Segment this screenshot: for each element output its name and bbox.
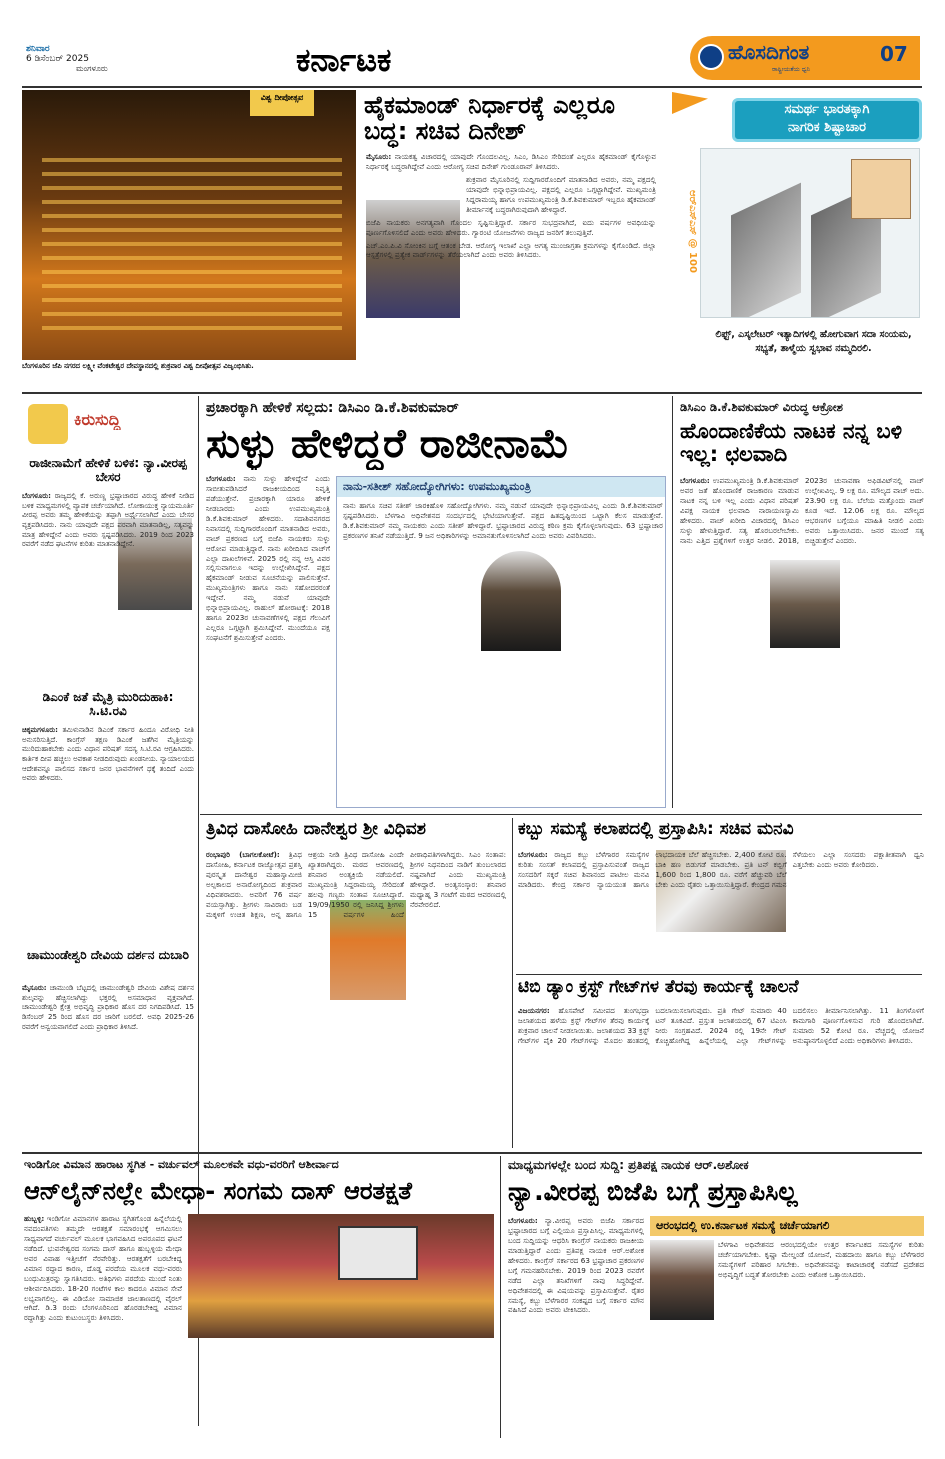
story2-box-body: ನಾನು ಹಾಗೂ ಸಚಿವ ಸತೀಶ್ ಜಾರಕಿಹೊಳಿ ಸಹೋದ್ಯೋಗಿಗಳು. ನಮ್ಮ ನಡುವೆ ಯಾವುದೇ ಭಿನ್ನಾಭಿಪ್ರಾಯವಿಲ್ಲ ಎಂದು ಡಿ.ಕೆ.ಶಿವಕುಮಾರ್ ಸ್ಪಷ್ಟಪಡಿಸಿದರು. ಬೆಳಗಾವಿ ಅಧಿವೇಶನದ ಸಂದರ್ಭದಲ್ಲಿ ಭೇಟಿಯಾಗುತ್ತೇವೆ. ಪಕ್ಷದ ಹಿತದೃಷ್ಟಿಯಿಂದ ಒಟ್ಟಾಗಿ ಕೆಲಸ ಮಾಡುತ್ತೇವೆ. ಡಿ.ಕೆ.ಶಿವಕುಮಾರ್ ನಮ್ಮ ನಾಯಕರು ಎಂದು ಸತೀಶ್ ಹೇಳಿದ್ದಾರೆ. ಭ್ರಷ್ಟಾಚಾರದ ವಿರುದ್ಧ ಕಠಿಣ ಕ್ರಮ ಕೈಗೊಳ್ಳಲಾಗುವುದು. 63 ಭ್ರಷ್ಟಾಚಾರ ಪ್ರಕರಣಗಳ ತನಿಖೆ ನಡೆಯುತ್ತಿದೆ. 9 ಜನ ಅಧಿಕಾರಿಗಳನ್ನು ಅಮಾನತುಗೊಳಿಸಲಾಗಿದೆ ಎಂದು ಅವರು ವಿವರಿಸಿದರು. (343, 501, 663, 540)
story1-dateline: ಮೈಸೂರು: (366, 152, 392, 161)
reg-mark-left (94, 1444, 134, 1452)
kiru-item2-body: ಚಿಕ್ಕಮಗಳೂರು: ತಮಿಳುನಾಡಿನ ಡಿಎಂಕೆ ಸರ್ಕಾರ ಹಿಂದೂ ವಿರೋಧಿ ನೀತಿ ಅನುಸರಿಸುತ್ತಿದೆ. ಕಾಂಗ್ರೆಸ್ ತಕ್ಷಣ ಡಿಎಂಕೆ ಜತೆಗಿನ ಮೈತ್ರಿಯನ್ನು ಮುರಿದುಹಾಕಬೇಕು ಎಂದು ವಿಧಾನ ಪರಿಷತ್ ಸದಸ್ಯ ಸಿ.ಟಿ.ರವಿ ಆಗ್ರಹಿಸಿದರು. ಕಾರ್ತಿಕ ದೀಪ ಹಚ್ಚಲು ಅವಕಾಶ ನೀಡದಿರುವುದು ಖಂಡನೀಯ. ನ್ಯಾಯಾಲಯದ ಆದೇಶವನ್ನೂ ಪಾಲಿಸದ ಸರ್ಕಾರ ಜನರ ಭಾವನೆಗಳಿಗೆ ಧಕ್ಕೆ ತಂದಿದೆ ಎಂದು ಅವರು ಹೇಳಿದರು. (22, 726, 194, 783)
lift-icon (851, 159, 911, 219)
ad-box (666, 88, 928, 388)
row3-rule (22, 1152, 922, 1154)
story1-body: ಮೈಸೂರು: ನಾಯಕತ್ವ ವಿಚಾರದಲ್ಲಿ ಯಾವುದೇ ಗೊಂದಲವಿಲ್ಲ. ಸಿಎಂ, ಡಿಸಿಎಂ ಸೇರಿದಂತೆ ಎಲ್ಲರೂ ಹೈಕಮಾಂಡ್ ಕೈಗೊಳ್ಳುವ ನಿರ್ಧಾರಕ್ಕೆ ಬದ್ಧರಾಗಿದ್ದೇವೆ ಎಂದು ಆರೋಗ್ಯ ಸಚಿವ ದಿನೇಶ್ ಗುಂಡೂರಾವ್ ತಿಳಿಸಿದರು. ಶುಕ್ರವಾರ ಮೈಸೂರಿನಲ್ಲಿ ಸುದ್ದಿಗಾರರೊಂದಿಗೆ ಮಾತನಾಡಿದ ಅವರು, ನಮ್ಮ ಪಕ್ಷದಲ್ಲಿ ಯಾವುದೇ ಭಿನ್ನಾಭಿಪ್ರಾಯವಿಲ್ಲ. ಪಕ್ಷದಲ್ಲಿ ಎಲ್ಲರೂ ಒಗ್ಗಟ್ಟಾಗಿದ್ದೇವೆ. ಮುಖ್ಯಮಂತ್ರಿ ಸಿದ್ದರಾಮಯ್ಯ ಹಾಗೂ ಉಪಮುಖ್ಯಮಂತ್ರಿ ಡಿ.ಕೆ.ಶಿವಕುಮಾರ್ ಇಬ್ಬರೂ ಹೈಕಮಾಂಡ್ ತೀರ್ಮಾನಕ್ಕೆ ಬದ್ಧರಾಗಿರುವುದಾಗಿ ಹೇಳಿದ್ದಾರೆ. ಬಿಜೆಪಿ ನಾಯಕರು ಅನಗತ್ಯವಾಗಿ ಗೊಂದಲ ಸೃಷ್ಟಿಸುತ್ತಿದ್ದಾರೆ. ಸರ್ಕಾರ ಸುಭದ್ರವಾಗಿದೆ, ಐದು ವರ್ಷಗಳ ಅವಧಿಯನ್ನು ಪೂರ್ಣಗೊಳಿಸಲಿದೆ ಎಂದು ಅವರು ಹೇಳಿದರು. ಗ್ಯಾರಂಟಿ ಯೋಜನೆಗಳು ರಾಜ್ಯದ ಜನರಿಗೆ ತಲುಪುತ್ತಿವೆ. ಎಚ್.ಎಂ.ಪಿ.ವಿ ಸೋಂಕಿನ ಬಗ್ಗೆ ಆತಂಕ ಬೇಡ. ಆರೋಗ್ಯ ಇಲಾಖೆ ಎಲ್ಲಾ ಅಗತ್ಯ ಮುಂಜಾಗ್ರತಾ ಕ್ರಮಗಳನ್ನು ಕೈಗೊಂಡಿದೆ. ಜಿಲ್ಲಾ ಆಸ್ಪತ್ರೆಗಳಲ್ಲಿ ಪ್ರತ್ಯೇಕ ವಾರ್ಡ್‌ಗಳನ್ನು ತೆರೆಯಲಾಗಿದೆ ಎಂದು ಅವರು ತಿಳಿಸಿದರು. (366, 152, 656, 260)
story7-headline: ಆನ್‌ಲೈನ್‌ನಲ್ಲೇ ಮೇಧಾ- ಸಂಗಮ ದಾಸ್ ಆರತಕ್ಷತೆ (24, 1178, 412, 1205)
kiru-item2-headline: ಡಿಎಂಕೆ ಜತೆ ಮೈತ್ರಿ ಮುರಿದುಹಾಕಿ: ಸಿ.ಟಿ.ರವಿ (42, 690, 174, 719)
hand-icon (28, 404, 68, 444)
story6-dateline: ವಿಜಯನಗರ: (518, 1006, 550, 1015)
story5-body: ಬೆಂಗಳೂರು: ರಾಜ್ಯದ ಕಬ್ಬು ಬೆಳೆಗಾರರ ಸಮಸ್ಯೆಗಳ ಕುರಿತು ಸಂಸತ್ ಕಲಾಪದಲ್ಲಿ ಪ್ರಸ್ತಾಪಿಸುವಂತೆ ರಾಜ್ಯದ ಸಂಸದರಿಗೆ ಸಕ್ಕರೆ ಸಚಿವ ಶಿವಾನಂದ ಪಾಟೀಲ ಮನವಿ ಮಾಡಿದರು. ಕೇಂದ್ರ ಸರ್ಕಾರ ನ್ಯಾಯಯುತ ಹಾಗೂ ಲಾಭದಾಯಕ ಬೆಲೆ ಹೆಚ್ಚಿಸಬೇಕು. 2,400 ಕೋಟಿ ರೂ. ಬಾಕಿ ಹಣ ಬಿಡುಗಡೆ ಮಾಡಬೇಕು. ಪ್ರತಿ ಟನ್ ಕಬ್ಬಿಗೆ 1,600 ರಿಂದ 1,800 ರೂ. ವರೆಗೆ ಹೆಚ್ಚುವರಿ ಬೆಲೆ ಬೇಕು ಎಂದು ರೈತರು ಒತ್ತಾಯಿಸುತ್ತಿದ್ದಾರೆ. ಕೇಂದ್ರದ ಗಮನ ಸೆಳೆಯಲು ಎಲ್ಲಾ ಸಂಸದರು ಪಕ್ಷಾತೀತವಾಗಿ ಧ್ವನಿ ಎತ್ತಬೇಕು ಎಂದು ಅವರು ಕೋರಿದರು. (518, 850, 924, 889)
brand-logo (690, 36, 920, 80)
ad-title-box (732, 98, 922, 142)
story6-body: ವಿಜಯನಗರ: ಹೊಸಪೇಟೆ ಸಮೀಪದ ತುಂಗಭದ್ರಾ ಜಲಾಶಯದ ಹಳೆಯ ಕ್ರಸ್ಟ್ ಗೇಟ್‌ಗಳ ತೆರವು ಕಾರ್ಯಕ್ಕೆ ಶುಕ್ರವಾರ ಚಾಲನೆ ನೀಡಲಾಯಿತು. ಜಲಾಶಯದ 33 ಕ್ರಸ್ಟ್ ಗೇಟ್‌ಗಳ ಪೈಕಿ 20 ಗೇಟ್‌ಗಳನ್ನು ಮೊದಲ ಹಂತದಲ್ಲಿ ಬದಲಾಯಿಸಲಾಗುವುದು. ಪ್ರತಿ ಗೇಟ್ ಸುಮಾರು 40 ಟನ್ ತೂಕವಿದೆ. ಪ್ರಸ್ತುತ ಜಲಾಶಯದಲ್ಲಿ 67 ಟಿಎಂಸಿ ನೀರು ಸಂಗ್ರಹವಿದೆ. 2024 ರಲ್ಲಿ 19ನೇ ಗೇಟ್ ಕೊಚ್ಚಿಹೋಗಿದ್ದ ಹಿನ್ನೆಲೆಯಲ್ಲಿ ಎಲ್ಲಾ ಗೇಟ್‌ಗಳನ್ನು ಬದಲಿಸಲು ತೀರ್ಮಾನಿಸಲಾಗಿತ್ತು. 11 ತಿಂಗಳೊಳಗೆ ಕಾಮಗಾರಿ ಪೂರ್ಣಗೊಳಿಸುವ ಗುರಿ ಹೊಂದಲಾಗಿದೆ. ಸುಮಾರು 52 ಕೋಟಿ ರೂ. ವೆಚ್ಚದಲ್ಲಿ ಯೋಜನೆ ಅನುಷ್ಠಾನಗೊಳ್ಳಲಿದೆ ಎಂದು ಅಧಿಕಾರಿಗಳು ತಿಳಿಸಿದರು. (518, 1006, 924, 1045)
story3-body: ಬೆಂಗಳೂರು: ಉಪಮುಖ್ಯಮಂತ್ರಿ ಡಿ.ಕೆ.ಶಿವಕುಮಾರ್ ಅವರ ಜತೆ ಹೊಂದಾಣಿಕೆ ರಾಜಕಾರಣ ಮಾಡುವ ನಾಟಕ ನನ್ನ ಬಳಿ ಇಲ್ಲ ಎಂದು ವಿಧಾನ ಪರಿಷತ್ ವಿಪಕ್ಷ ನಾಯಕ ಛಲವಾದಿ ನಾರಾಯಣಸ್ವಾಮಿ ಹೇಳಿದರು. ವಾಚ್ ಖರೀದಿ ವಿಚಾರದಲ್ಲಿ ಡಿಸಿಎಂ ಸುಳ್ಳು ಹೇಳುತ್ತಿದ್ದಾರೆ. ಸತ್ಯ ಹೊರಬರಲೇಬೇಕು. ನಾನು ಎತ್ತಿದ ಪ್ರಶ್ನೆಗಳಿಗೆ ಉತ್ತರ ನೀಡಲಿ. 2018, 2023ರ ಚುನಾವಣಾ ಅಫಿಡವಿಟ್‌ನಲ್ಲಿ ವಾಚ್ ಉಲ್ಲೇಖವಿಲ್ಲ. 9 ಲಕ್ಷ ರೂ. ಮೌಲ್ಯದ ವಾಚ್ ಅದು. 23.90 ಲಕ್ಷ ರೂ. ಬೆಲೆಯ ಮತ್ತೊಂದು ವಾಚ್ ಕೂಡ ಇದೆ. 12.06 ಲಕ್ಷ ರೂ. ಮೌಲ್ಯದ ಆಭರಣಗಳ ಬಗ್ಗೆಯೂ ಮಾಹಿತಿ ನೀಡಲಿ ಎಂದು ಅವರು ಒತ್ತಾಯಿಸಿದರು. ಜನರ ಮುಂದೆ ಸತ್ಯ ಬಿಚ್ಚಿಡುತ್ತೇನೆ ಎಂದರು. (680, 476, 924, 545)
lamp-rows (42, 150, 342, 330)
lead-photo (22, 90, 356, 360)
masthead (0, 0, 945, 86)
story5-headline: ಕಬ್ಬು ಸಮಸ್ಯೆ ಕಲಾಪದಲ್ಲಿ ಪ್ರಸ್ತಾಪಿಸಿ: ಸಚಿವ ಮನವಿ (518, 820, 794, 839)
kiru-item3-headline: ಚಾಮುಂಡೇಶ್ವರಿ ದೇವಿಯ ದರ್ಶನ ದುಬಾರಿ (27, 948, 189, 962)
registration-marks (0, 1442, 945, 1456)
story2-body: ಬೆಂಗಳೂರು: ನಾನು ಸುಳ್ಳು ಹೇಳಿದ್ದೇನೆ ಎಂದು ಸಾಬೀತುಪಡಿಸಿದರೆ ರಾಜಕೀಯದಿಂದ ನಿವೃತ್ತಿ ಪಡೆಯುತ್ತೇನೆ. ಪ್ರಚಾರಕ್ಕಾಗಿ ಯಾರೂ ಹೇಳಿಕೆ ನೀಡಬಾರದು ಎಂದು ಉಪಮುಖ್ಯಮಂತ್ರಿ ಡಿ.ಕೆ.ಶಿವಕುಮಾರ್ ಹೇಳಿದರು. ಸದಾಶಿವನಗರದ ನಿವಾಸದಲ್ಲಿ ಸುದ್ದಿಗಾರರೊಂದಿಗೆ ಮಾತನಾಡಿದ ಅವರು, ವಾಚ್ ಪ್ರಕರಣದ ಬಗ್ಗೆ ಬಿಜೆಪಿ ನಾಯಕರು ಸುಳ್ಳು ಆರೋಪ ಮಾಡುತ್ತಿದ್ದಾರೆ. ನಾನು ಖರೀದಿಸಿದ ವಾಚ್‌ಗೆ ಎಲ್ಲಾ ದಾಖಲೆಗಳಿವೆ. 2025 ರಲ್ಲಿ ನನ್ನ ಆಸ್ತಿ ವಿವರ ಸಲ್ಲಿಸುವಾಗಲೂ ಇದನ್ನು ಉಲ್ಲೇಖಿಸಿದ್ದೇನೆ. ಪಕ್ಷದ ಹೈಕಮಾಂಡ್ ನೀಡುವ ಸೂಚನೆಯನ್ನು ಪಾಲಿಸುತ್ತೇನೆ. ಮುಖ್ಯಮಂತ್ರಿಗಳು ಹಾಗೂ ನಾನು ಸಹೋದರರಂತೆ ಇದ್ದೇವೆ. ನಮ್ಮ ನಡುವೆ ಯಾವುದೇ ಭಿನ್ನಾಭಿಪ್ರಾಯವಿಲ್ಲ. ರಾಹುಲ್ ಹೋರಾಟಕ್ಕೆ: 2018 ಹಾಗೂ 2023ರ ಚುನಾವಣೆಗಳಲ್ಲಿ ಪಕ್ಷದ ಗೆಲುವಿಗೆ ಎಲ್ಲರೂ ಒಗ್ಗಟ್ಟಾಗಿ ಶ್ರಮಿಸಿದ್ದೇವೆ. ಮುಂದೆಯೂ ಪಕ್ಷ ಸಂಘಟನೆಗೆ ಶ್ರಮಿಸುತ್ತೇವೆ ಎಂದರು. (206, 474, 330, 642)
reg-mark-center (454, 1444, 494, 1452)
escalator-left-icon (731, 183, 801, 318)
brand-tagline: ರಾಷ್ಟ್ರೀಯತೆಯ ಧ್ವನಿ (772, 66, 810, 73)
story2-dateline: ಬೆಂಗಳೂರು: (206, 474, 236, 483)
masthead-date: 6 ಡಿಸೆಂಬರ್ 2025 (26, 54, 89, 64)
ad-title-line2: ನಾಗರಿಕ ಶಿಷ್ಟಾಚಾರ (788, 120, 866, 135)
story3-kicker: ಡಿಸಿಎಂ ಡಿ.ಕೆ.ಶಿವಕುಮಾರ್ ವಿರುದ್ಧ ಆಕ್ರೋಶ (680, 400, 843, 414)
kiru-header (28, 404, 188, 444)
story8-headline: ನ್ಯಾ.ವೀರಪ್ಪ ಬಿಜೆಪಿ ಬಗ್ಗೆ ಪ್ರಸ್ತಾಪಿಸಿಲ್ಲ (508, 1178, 798, 1206)
lead-photo-caption: ಬೆಂಗಳೂರಿನ ಜೆಪಿ ನಗರದ ಲಕ್ಷ್ಮೀ ವೆಂಕಟೇಶ್ವರ ದೇವಸ್ಥಾನದಲ್ಲಿ ಶುಕ್ರವಾರ ವಿಶ್ವ ದೀಪೋತ್ಸವ ವಿಜೃಂಭಿಸಿತು. (22, 362, 254, 370)
story8-photo (650, 1240, 714, 1320)
kiru-label: ಕಿರುಸುದ್ದಿ (74, 410, 121, 429)
story4-rule (512, 818, 513, 1148)
story4-headline: ತ್ರಿವಿಧ ದಾಸೋಹಿ ದಾನೇಶ್ವರ ಶ್ರೀ ವಿಧಿವಶ (206, 820, 426, 839)
story2-box-head: ನಾನು-ಸತೀಶ್ ಸಹೋದ್ಯೋಗಿಗಳು: ಉಪಮುಖ್ಯಮಂತ್ರಿ (337, 477, 665, 497)
brand-name: ಹೊಸದಿಗಂತ (728, 40, 810, 64)
escalator-illustration (700, 148, 920, 318)
ad-side-label: ಆರ್‌ಎಸ್‌ಎಸ್ @ 100 (687, 190, 698, 273)
story3-dateline: ಬೆಂಗಳೂರು: (680, 476, 710, 485)
story4-body: ರಂಭಾಪುರಿ (ಬಾಗಲಕೋಟೆ): ತ್ರಿವಿಧ ದಾಸೋಹಿ, ಕರ್ನಾಟಕ ರಾಜ್ಯೋತ್ಸವ ಪ್ರಶಸ್ತಿ ಪುರಸ್ಕೃತ ದಾನೇಶ್ವರ ಮಹಾಸ್ವಾಮೀಜಿ ಅಲ್ಪಕಾಲದ ಅನಾರೋಗ್ಯದಿಂದ ಶುಕ್ರವಾರ ವಿಧಿವಶರಾದರು. ಅವರಿಗೆ 76 ವರ್ಷ ವಯಸ್ಸಾಗಿತ್ತು. ಶ್ರೀಗಳು ಸಾವಿರಾರು ಬಡ ಮಕ್ಕಳಿಗೆ ಉಚಿತ ಶಿಕ್ಷಣ, ಅನ್ನ ಹಾಗೂ ಆಶ್ರಯ ನೀಡಿ ತ್ರಿವಿಧ ದಾಸೋಹಿ ಎಂದೇ ಖ್ಯಾತರಾಗಿದ್ದರು. ಮಠದ ಆವರಣದಲ್ಲಿ ಶನಿವಾರ ಅಂತ್ಯಕ್ರಿಯೆ ನಡೆಯಲಿದೆ. ಮುಖ್ಯಮಂತ್ರಿ ಸಿದ್ದರಾಮಯ್ಯ ಸೇರಿದಂತೆ ಹಲವು ಗಣ್ಯರು ಸಂತಾಪ ಸೂಚಿಸಿದ್ದಾರೆ. 19/09/1950 ರಲ್ಲಿ ಜನಿಸಿದ್ದ ಶ್ರೀಗಳು 15 ವರ್ಷಗಳ ಹಿಂದೆ ಪೀಠಾಧಿಪತಿಗಳಾಗಿದ್ದರು. ಸಿಎಂ ಸಂತಾಪ: ಶ್ರೀಗಳ ನಿಧನದಿಂದ ನಾಡಿಗೆ ತುಂಬಲಾರದ ನಷ್ಟವಾಗಿದೆ ಎಂದು ಮುಖ್ಯಮಂತ್ರಿ ಹೇಳಿದ್ದಾರೆ. ಅಂತ್ಯಸಂಸ್ಕಾರ: ಶನಿವಾರ ಮಧ್ಯಾಹ್ನ 3 ಗಂಟೆಗೆ ಮಠದ ಆವರಣದಲ್ಲಿ ನೆರವೇರಲಿದೆ. (206, 850, 506, 919)
section-title: ಕರ್ನಾಟಕ (296, 41, 392, 79)
reg-mark-right-b (850, 1444, 890, 1452)
ad-flag (672, 92, 708, 114)
row2-rule (200, 814, 922, 815)
masthead-day: ಶನಿವಾರ (26, 44, 50, 54)
story8-body: ಬೆಂಗಳೂರು: ನ್ಯಾ.ವೀರಪ್ಪ ಅವರು ಬಿಜೆಪಿ ಸರ್ಕಾರದ ಭ್ರಷ್ಟಾಚಾರದ ಬಗ್ಗೆ ಎಲ್ಲಿಯೂ ಪ್ರಸ್ತಾಪಿಸಿಲ್ಲ. ಮಾಧ್ಯಮಗಳಲ್ಲಿ ಬಂದ ಸುದ್ದಿಯನ್ನು ಆಧರಿಸಿ ಕಾಂಗ್ರೆಸ್ ನಾಯಕರು ರಾಜಕೀಯ ಮಾಡುತ್ತಿದ್ದಾರೆ ಎಂದು ಪ್ರತಿಪಕ್ಷ ನಾಯಕ ಆರ್.ಅಶೋಕ ಹೇಳಿದರು. ಕಾಂಗ್ರೆಸ್ ಸರ್ಕಾರದ 63 ಭ್ರಷ್ಟಾಚಾರ ಪ್ರಕರಣಗಳ ಬಗ್ಗೆ ಗಮನಹರಿಸಬೇಕು. 2019 ರಿಂದ 2023 ರವರೆಗೆ ನಡೆದ ಎಲ್ಲಾ ತನಿಖೆಗಳಿಗೆ ನಾವು ಸಿದ್ಧರಿದ್ದೇವೆ. ಅಧಿವೇಶನದಲ್ಲಿ ಈ ವಿಷಯವನ್ನು ಪ್ರಸ್ತಾಪಿಸುತ್ತೇವೆ. ರೈತರ ಸಮಸ್ಯೆ, ಕಬ್ಬು ಬೆಳೆಗಾರರ ಸಂಕಷ್ಟದ ಬಗ್ಗೆ ಸರ್ಕಾರ ಮೌನ ವಹಿಸಿದೆ ಎಂದು ಅವರು ಟೀಕಿಸಿದರು. (508, 1216, 644, 1315)
story7-body: ಹುಬ್ಬಳ್ಳಿ: ಇಂಡಿಗೋ ವಿಮಾನಗಳ ಹಾರಾಟ ಸ್ಥಗಿತಗೊಂಡ ಹಿನ್ನೆಲೆಯಲ್ಲಿ ನವದಂಪತಿಗಳು ತಮ್ಮದೇ ಆರತಕ್ಷತೆ ಸಮಾರಂಭಕ್ಕೆ ಆಗಮಿಸಲು ಸಾಧ್ಯವಾಗದೆ ವರ್ಚುವಲ್ ಮೂಲಕ ಭಾಗವಹಿಸಿದ ಅಪರೂಪದ ಘಟನೆ ನಡೆದಿದೆ. ಭುವನೇಶ್ವರದ ಸಂಗಮ ದಾಸ್ ಹಾಗೂ ಹುಬ್ಬಳ್ಳಿಯ ಮೇಧಾ ಅವರ ವಿವಾಹ ಇತ್ತೀಚೆಗೆ ನೆರವೇರಿತ್ತು. ಆರತಕ್ಷತೆಗೆ ಬರಬೇಕಿದ್ದ ವಿಮಾನ ರದ್ದಾದ ಕಾರಣ, ದೊಡ್ಡ ಪರದೆಯ ಮೂಲಕ ವಧು-ವರರು ಬಂಧುಮಿತ್ರರನ್ನು ಸ್ವಾಗತಿಸಿದರು. ಅತಿಥಿಗಳು ಪರದೆಯ ಮುಂದೆ ನಿಂತು ಆಶೀರ್ವದಿಸಿದರು. 18-20 ಗಂಟೆಗಳ ಕಾಲ ಕಾದರೂ ವಿಮಾನ ಸೇವೆ ಲಭ್ಯವಾಗಲಿಲ್ಲ. ಈ ವಿಡಿಯೋ ಸಾಮಾಜಿಕ ಜಾಲತಾಣದಲ್ಲಿ ವೈರಲ್ ಆಗಿದೆ. ಡಿ.3 ರಂದು ಬೆಂಗಳೂರಿನಿಂದ ಹೊರಡಬೇಕಿದ್ದ ವಿಮಾನ ರದ್ದಾಗಿತ್ತು ಎಂದು ಕುಟುಂಬಸ್ಥರು ತಿಳಿಸಿದರು. (24, 1214, 182, 1323)
kiru-item3-body: ಮೈಸೂರು: ಚಾಮುಂಡಿ ಬೆಟ್ಟದಲ್ಲಿ ಚಾಮುಂಡೇಶ್ವರಿ ದೇವಿಯ ವಿಶೇಷ ದರ್ಶನ ಶುಲ್ಕವನ್ನು ಹೆಚ್ಚಿಸಲಾಗಿದ್ದು ಭಕ್ತರಲ್ಲಿ ಅಸಮಾಧಾನ ವ್ಯಕ್ತವಾಗಿದೆ. ಚಾಮುಂಡೇಶ್ವರಿ ಕ್ಷೇತ್ರ ಅಭಿವೃದ್ಧಿ ಪ್ರಾಧಿಕಾರ ಹೊಸ ದರ ನಿಗದಿಪಡಿಸಿದೆ. 15 ಡಿಸೆಂಬರ್ 25 ರಿಂದ ಹೊಸ ದರ ಜಾರಿಗೆ ಬರಲಿದೆ. ಅವಧಿ 2025-26 ರವರೆಗೆ ಅನ್ವಯವಾಗಲಿದೆ ಎಂದು ಪ್ರಾಧಿಕಾರ ತಿಳಿಸಿದೆ. (22, 984, 194, 1031)
story8-box (650, 1216, 924, 1436)
story5-dateline: ಬೆಂಗಳೂರು: (518, 850, 548, 859)
story7-rule (500, 1156, 501, 1438)
story8-kicker: ಮಾಧ್ಯಮಗಳಲ್ಲೇ ಬಂದ ಸುದ್ದಿ: ಪ್ರತಿಪಕ್ಷ ನಾಯಕ ಆರ್.ಅಶೋಕ (508, 1158, 749, 1172)
story8-box-head: ಆರಂಭದಲ್ಲಿ ಉ.ಕರ್ನಾಟಕ ಸಮಸ್ಯೆ ಚರ್ಚೆಯಾಗಲಿ (650, 1216, 924, 1236)
story6-top-rule (516, 974, 922, 975)
masthead-edition: ಮಂಗಳೂರು (76, 64, 108, 73)
ad-title-line1: ಸಮರ್ಥ ಭಾರತಕ್ಕಾಗಿ (784, 102, 870, 117)
story8-dateline: ಬೆಂಗಳೂರು: (508, 1216, 538, 1225)
story3-headline: ಹೊಂದಾಣಿಕೆಯ ನಾಟಕ ನನ್ನ ಬಳಿ ಇಲ್ಲ: ಛಲವಾದಿ (680, 420, 903, 467)
lamp-icon (698, 44, 724, 70)
page-number: 07 (880, 42, 908, 66)
ad-caption: ಲಿಫ್ಟ್, ಎಸ್ಕಲೇಟರ್ ಇತ್ಯಾದಿಗಳಲ್ಲಿ ಹೋಗುವಾಗ ಸದಾ ಸಂಯಮ, ಸಭ್ಯತೆ, ತಾಳ್ಮೆಯ ಸ್ವಭಾವ ನಮ್ಮದಿರಲಿ. (715, 329, 912, 354)
story2-kicker: ಪ್ರಚಾರಕ್ಕಾಗಿ ಹೇಳಿಕೆ ಸಲ್ಲದು: ಡಿಸಿಎಂ ಡಿ.ಕೆ.ಶಿವಕುಮಾರ್ (206, 400, 459, 416)
story4-dateline: ರಂಭಾಪುರಿ (ಬಾಗಲಕೋಟೆ): (206, 850, 280, 859)
story1-headline: ಹೈಕಮಾಂಡ್ ನಿರ್ಧಾರಕ್ಕೆ ಎಲ್ಲರೂ ಬದ್ಧ: ಸಚಿವ ದಿನೇಶ್ (364, 92, 615, 146)
row1-rule (22, 392, 922, 394)
story3-rule (672, 396, 673, 808)
kiru-item1-headline: ರಾಜೀನಾಮೆಗೆ ಹೇಳಿಕೆ ಬಳಿಕ: ನ್ಯಾ.ವೀರಪ್ಪ ಬೇಸರ (29, 456, 187, 485)
photo-tag: ವಿಶ್ವ ದೀಪೋತ್ಸವ (250, 90, 314, 116)
story2-box (336, 476, 666, 808)
story6-headline: ಟಿಬಿ ಡ್ಯಾಂ ಕ್ರಸ್ಟ್ ಗೇಟ್‌ಗಳ ತೆರವು ಕಾರ್ಯಕ್ಕೆ ಚಾಲನೆ (518, 978, 799, 997)
kiru-item1-body: ಬೆಂಗಳೂರು: ರಾಜ್ಯದಲ್ಲಿ ಕೆ. ಅರುಣ್ಣ ಭ್ರಷ್ಟಾಚಾರದ ವಿರುದ್ಧ ಹೇಳಿಕೆ ನೀಡಿದ ಬಳಿಕ ಮಾಧ್ಯಮಗಳಲ್ಲಿ ವ್ಯಾಪಕ ಚರ್ಚೆಯಾಗಿದೆ. ಲೋಕಾಯುಕ್ತ ನ್ಯಾಯಮೂರ್ತಿ ವೀರಪ್ಪ ಅವರು ತಮ್ಮ ಹೇಳಿಕೆಯನ್ನು ತಪ್ಪಾಗಿ ಅರ್ಥೈಸಲಾಗಿದೆ ಎಂದು ಬೇಸರ ವ್ಯಕ್ತಪಡಿಸಿದರು. ನಾನು ಯಾವುದೇ ಪಕ್ಷದ ಪರವಾಗಿ ಮಾತನಾಡಿಲ್ಲ, ಸತ್ಯವನ್ನು ಮಾತ್ರ ಹೇಳಿದ್ದೇನೆ ಎಂದು ಅವರು ಸ್ಪಷ್ಟಪಡಿಸಿದರು. 2019 ರಿಂದ 2023 ರವರೆಗೆ ನಡೆದ ಘಟನೆಗಳ ಕುರಿತು ಮಾತನಾಡಿದ್ದೇನೆ. (22, 492, 194, 549)
reg-mark-right-a (592, 1444, 632, 1452)
story7-dateline: ಹುಬ್ಬಳ್ಳಿ: (24, 1214, 45, 1223)
masthead-date-block (26, 44, 136, 84)
story7-kicker: ಇಂಡಿಗೋ ವಿಮಾನ ಹಾರಾಟ ಸ್ಥಗಿತ - ವರ್ಚುವಲ್ ಮೂಲಕವೇ ವಧು-ವರರಿಗೆ ಆಶೀರ್ವಾದ (24, 1158, 339, 1171)
story2-headline: ಸುಳ್ಳು ಹೇಳಿದ್ದರೆ ರಾಜೀನಾಮೆ (206, 422, 570, 467)
story8-box-body: ಬೆಳಗಾವಿ ಅಧಿವೇಶನದ ಆರಂಭದಲ್ಲಿಯೇ ಉತ್ತರ ಕರ್ನಾಟಕದ ಸಮಸ್ಯೆಗಳ ಕುರಿತು ಚರ್ಚೆಯಾಗಬೇಕು. ಕೃಷ್ಣಾ ಮೇಲ್ದಂಡೆ ಯೋಜನೆ, ಮಹದಾಯಿ ಹಾಗೂ ಕಬ್ಬು ಬೆಳೆಗಾರರ ಸಮಸ್ಯೆಗಳಿಗೆ ಪರಿಹಾರ ಸಿಗಬೇಕು. ಅಧಿವೇಶನವನ್ನು ಕಾಟಾಚಾರಕ್ಕೆ ನಡೆಸದೆ ಪ್ರದೇಶದ ಅಭಿವೃದ್ಧಿಗೆ ಬದ್ಧತೆ ತೋರಬೇಕು ಎಂದು ಅಶೋಕ ಒತ್ತಾಯಿಸಿದರು. (718, 1240, 924, 1279)
